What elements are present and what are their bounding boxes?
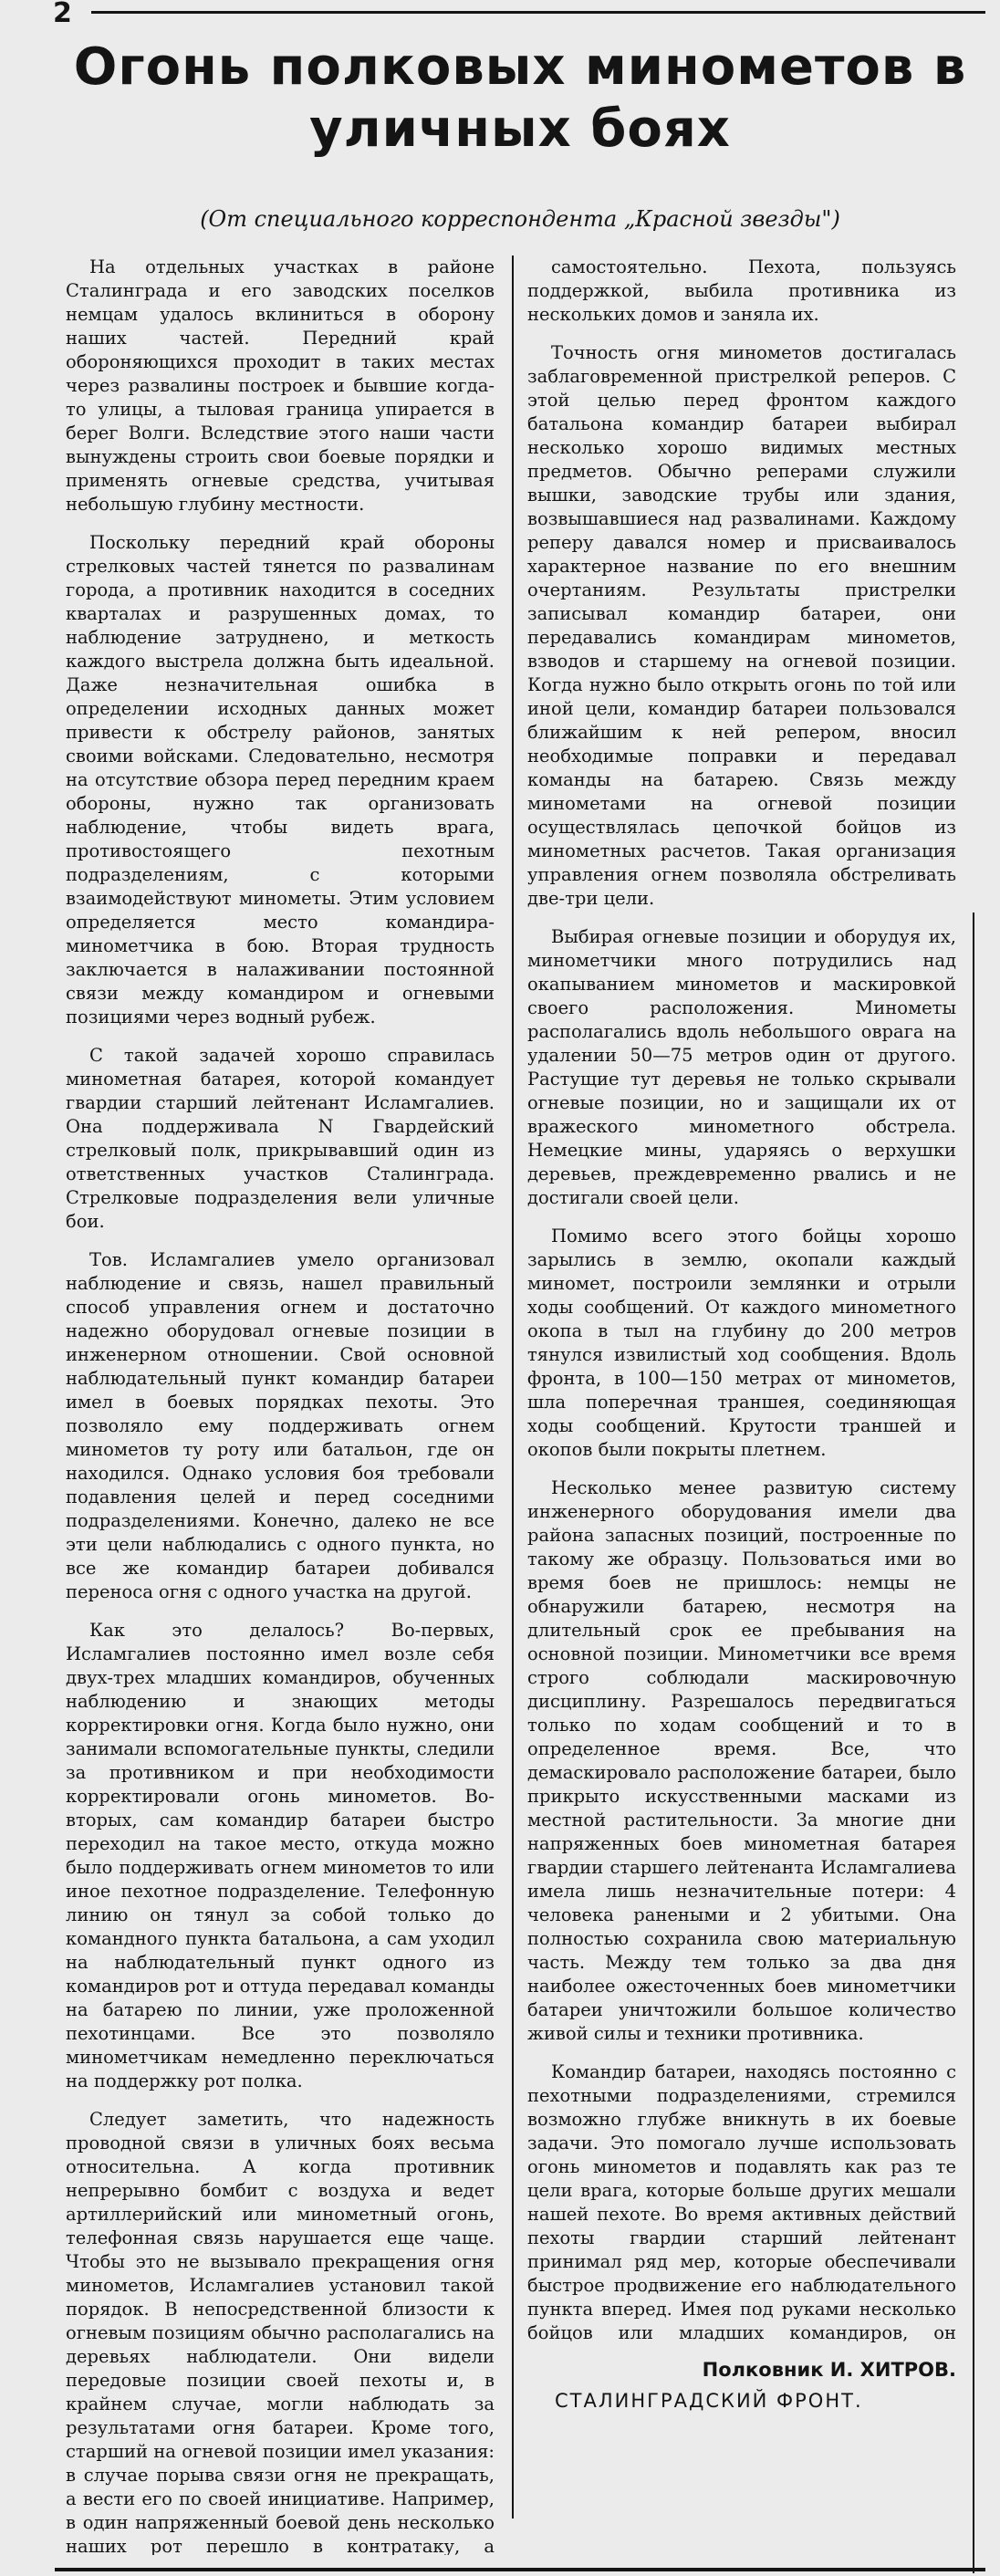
article-headline: Огонь полковых минометов в уличных боях [73,37,967,159]
paragraph: Как это делалось? Во-первых, Исламгалиев постоянно имел возле себя двух-трех младших командиров, обученных наблюдению и знающих методы корректировки огня. Когда было нужно, они занимали вспомогательные пункты, следили за противником и при необходимости корректировали огонь минометов. Во-вторых, сам командир батареи быстро переходил на такое место, откуда можно было поддерживать огнем минометов то или иное пехотное подразделение. Телефонную линию он тянул за собой только до командного пункта батальона, а сам уходил на наблюдательный пункт одного из командиров рот и оттуда передавал команды на батарею по линии, уже проложенной пехотинцами. Все это позволяло минометчикам немедленно переключаться на поддержку рот полка. [66,1620,495,2091]
paragraph: самостоятельно. Пехота, пользуясь поддержкой, выбила противника из нескольких домов и заняла их. [527,256,956,325]
paragraph: Поскольку передний край обороны стрелковых частей тянется по развалинам города, а противник находится в соседних кварталах и разрушенных домах, то наблюдение затруднено, и меткость каждого выстрела должна быть идеальной. Даже незначительная ошибка в определении исходных данных может привести к обстрелу районов, занятых своими войсками. Следовательно, несмотря на отсутствие обзора перед передним краем обороны, нужно так организовать наблюдение, чтобы видеть врага, противостоящего пехотным подразделениям, с которыми взаимодействуют минометы. Этим условием определяется место командира-минометчика в бою. Вторая трудность заключается в налаживании постоянной связи между командиром и огневыми позициями через водный рубеж. [66,532,495,1027]
paragraph: С такой задачей хорошо справилась минометная батарея, которой командует гвардии старший лейтенант Исламгалиев. Она поддерживала N Гвардейский стрелковый полк, прикрывавший один из ответственных участков Сталинграда. Стрелковые подразделения вели уличные бои. [66,1045,495,1232]
bottom-rule [55,2568,985,2571]
article-byline: (От специального корреспондента „Красной звезды") [200,206,840,232]
paragraph: На отдельных участках в районе Сталинграда и его заводских поселков немцам удалось вклиниться в оборону наших частей. Передний край обороняющихся проходит в таких местах через развалины построек и бывшие когда-то улицы, а тыловая граница упирается в берег Волги. Вследствие этого наши части вынуждены строить свои боевые порядки и применять огневые средства, учитывая небольшую глубину местности. [66,256,495,515]
paragraph: Помимо всего этого бойцы хорошо зарылись в землю, окопали каждый миномет, построили землянки и отрыли ходы сообщений. От каждого минометного окопа в тыл на глубину до 200 метров тянулся извилистый ход сообщения. Вдоль фронта, в 100—150 метрах от минометов, шла поперечная траншея, соединяющая ходы сообщений. Крутости траншей и окопов были покрыты плетнем. [527,1225,956,1460]
right-edge-rule [973,913,974,2573]
paragraph: Несколько менее развитую систему инженерного оборудования имели два района запасных позиций, построенные по такому же образцу. Пользоваться ими во время боев не пришлось: немцы не обнаружили батарею, несмотря на длительный срок ее пребывания на основной позиции. Минометчики все время строго соблюдали маскировочную дисциплину. Разрешалось передвигаться только по ходам сообщений и то в определенное время. Все, что демаскировало расположение батареи, было прикрыто искусственными масками из местной растительности. За многие дни напряженных боев минометная батарея гвардии старшего лейтенанта Исламгалиева имела лишь незначительные потери: 4 человека ранеными и 2 убитыми. Она полностью сохранила свою материальную часть. Между тем только за два дня наиболее ожесточенных боев минометчики батареи уничтожили большое количество живой силы и техники противника. [527,1477,956,2044]
paragraph: Точность огня минометов достигалась заблаговременной пристрелкой реперов. С этой целью перед фронтом каждого батальона командир батареи выбирал несколько хорошо видимых местных предметов. Обычно реперами служили вышки, заводские трубы или здания, возвышавшиеся над развалинами. Каждому реперу давался номер и присваивалось характерное название по его внешним очертаниям. Результаты пристрелки записывал командир батареи, они передавались командирам минометов, взводов и старшему на огневой позиции. Когда нужно было открыть огонь по той или иной цели, командир батареи пользовался ближайшим к ней репером, вносил необходимые поправки и передавал команды на батарею. Связь между минометами на огневой позиции осуществлялась цепочкой бойцов из минометных расчетов. Такая организация управления огнем позволяла обстреливать две-три цели. [527,342,956,909]
paragraph: Командир батареи, находясь постоянно с пехотными подразделениями, стремился возможно глубже вникнуть в их боевые задачи. Это помогало лучше использовать огонь минометов и подавлять как раз те цели врага, которые больше других мешали нашей пехоте. Во время активных действий пехоты гвардии старший лейтенант принимал ряд мер, которые обеспечивали быстрое продвижение его наблюдательного пункта вперед. Имея под руками несколько бойцов или младших командиров, он [527,2061,956,2343]
paragraph: Выбирая огневые позиции и оборудуя их, минометчики много потрудились над окапыванием минометов и маскировкой своего расположения. Минометы располагались вдоль небольшого оврага на удалении 50—75 метров один от другого. Растущие тут деревья не только скрывали огневые позиции, но и защищали их от вражеского минометного обстрела. Немецкие мины, ударяясь о верхушки деревьев, преждевременно рвались и не достигали своей цели. [527,926,956,1208]
paragraph: Тов. Исламгалиев умело организовал наблюдение и связь, нашел правильный способ управления огнем и достаточно надежно оборудовал огневые позиции в инженерном отношении. Свой основной наблюдательный пункт командир батареи имел в боевых порядках пехоты. Это позволяло ему поддерживать огнем минометов ту роту или батальон, где он находился. Однако условия боя требовали подавления целей и перед соседними подразделениями. Конечно, далеко не все эти цели наблюдались с одного пункта, но все же командир батареи добивался переноса огня с одного участка на другой. [66,1249,495,1602]
page-number: 2 [53,0,72,29]
top-rule [91,11,985,14]
left-column [66,256,495,2555]
column-divider [512,256,514,2519]
author-signature: Полковник И. ХИТРОВ. [702,2359,956,2381]
paragraph: Следует заметить, что надежность проводной связи в уличных боях весьма относительна. А когда противник непрерывно бомбит с воздуха и ведет артиллерийский или минометный огонь, телефонная связь нарушается еще чаще. Чтобы это не вызывало прекращения огня минометов, Исламгалиев установил такой порядок. В непосредственной близости к огневым позициям обычно располагались на деревьях наблюдатели. Они видели передовые позиции своей пехоты и, в крайнем случае, могли наблюдать за результатами огня батареи. Кроме того, старший на огневой позиции имел указания: в случае порыва связи огня не прекращать, а вести его по своей инициативе. Например, в один напряженный боевой день несколько наших рот перешло в контратаку, а [66,2109,495,2555]
right-column-body [527,256,956,2345]
right-column [527,256,956,2482]
front-dateline: СТАЛИНГРАДСКИЙ ФРОНТ. [555,2390,863,2412]
